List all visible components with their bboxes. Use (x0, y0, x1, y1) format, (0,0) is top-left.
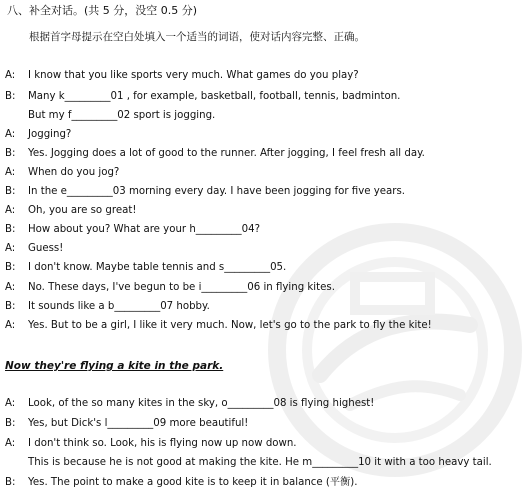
dialogue-text: Many k_________01 , for example, basketball, football, tennis, badminton. (28, 91, 401, 102)
speaker-label: B: (5, 301, 16, 312)
dialogue-text: Oh, you are so great! (28, 205, 137, 216)
section-title: 八、补全对话。(共 5 分，没空 0.5 分) (7, 4, 198, 17)
dialogue-text: Look, of the so many kites in the sky, o_________08 is flying highest! (28, 398, 375, 409)
speaker-label: B: (5, 418, 16, 429)
speaker-label: A: (5, 320, 16, 331)
dialogue-text: How about you? What are your h_________04? (28, 224, 260, 235)
dialogue-text: Yes, but Dick's l_________09 more beautiful! (28, 418, 249, 429)
dialogue-text: No. These days, I've begun to be i_________06 in flying kites. (28, 282, 335, 293)
speaker-label: A: (5, 243, 16, 254)
speaker-label: A: (5, 438, 16, 449)
speaker-label: A: (5, 282, 16, 293)
speaker-label: B: (5, 477, 16, 488)
watermark-emblem (250, 205, 532, 495)
speaker-label: A: (5, 205, 16, 216)
dialogue-text: I don't know. Maybe table tennis and s_________05. (28, 262, 287, 273)
speaker-label: A: (5, 167, 16, 178)
speaker-label: B: (5, 224, 16, 235)
dialogue-text: This is because he is not good at making the kite. He m_________10 it with a too heavy tail. (28, 457, 492, 468)
dialogue-text: It sounds like a b_________07 hobby. (28, 301, 210, 312)
scene-subheading: Now they're flying a kite in the park. (5, 360, 224, 372)
speaker-label: B: (5, 186, 16, 197)
speaker-label: B: (5, 91, 16, 102)
dialogue-text: I don't think so. Look, his is flying now up now down. (28, 438, 297, 449)
speaker-label: B: (5, 262, 16, 273)
dialogue-text: I know that you like sports very much. What games do you play? (28, 70, 359, 81)
dialogue-text: Yes. Jogging does a lot of good to the runner. After jogging, I feel fresh all day. (28, 148, 425, 159)
dialogue-text: But my f_________02 sport is jogging. (28, 110, 216, 121)
dialogue-text: Yes. But to be a girl, I like it very much. Now, let's go to the park to fly the kite! (28, 320, 432, 331)
dialogue-text: Jogging? (28, 129, 72, 140)
speaker-label: A: (5, 129, 16, 140)
dialogue-text: When do you jog? (28, 167, 120, 178)
dialogue-text: In the e_________03 morning every day. I have been jogging for five years. (28, 186, 406, 197)
dialogue-text: Guess! (28, 243, 64, 254)
speaker-label: A: (5, 70, 16, 81)
instructions: 根据首字母提示在空白处填入一个适当的词语，使对话内容完整、正确。 (29, 31, 365, 43)
speaker-label: B: (5, 148, 16, 159)
dialogue-text: Yes. The point to make a good kite is to keep it in balance (平衡). (28, 477, 358, 488)
speaker-label: A: (5, 398, 16, 409)
